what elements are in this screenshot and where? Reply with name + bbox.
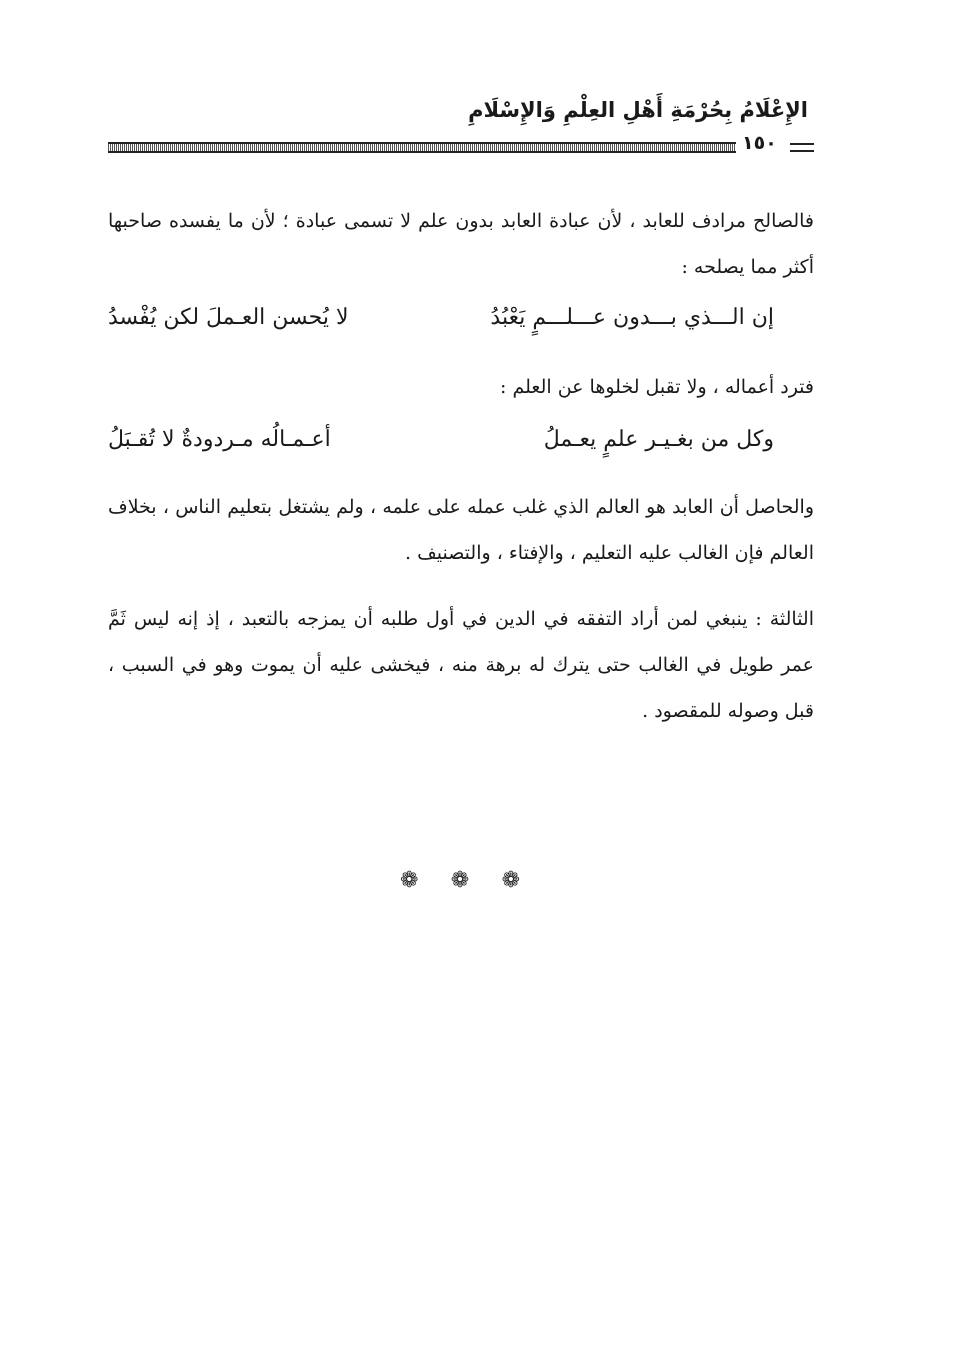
poem-verse-2 [108, 418, 814, 466]
page-number: ١٥٠ [742, 132, 777, 154]
paragraph-1: فالصالح مرادف للعابد ، لأن عبادة العابد بدون علم لا تسمى عبادة ؛ لأن ما يفسده صاحبها أكثر مما يصلحه : [108, 210, 814, 278]
header-rule [108, 142, 736, 153]
paragraph-2: فترد أعماله ، ولا تقبل لخلوها عن العلم : [500, 376, 814, 398]
paragraph-3: والحاصل أن العابد هو العالم الذي غلب عمله على علمه ، ولم يشتغل بتعليم الناس ، بخلاف العالم فإن الغالب عليه التعليم ، والإفتاء ، والتصنيف . [108, 496, 814, 564]
verse-2-first-half: وكل من بغـيـر علمٍ يعـملُ [543, 427, 774, 452]
flower-ornament-icon: ❁ [400, 868, 419, 893]
verse-1-second-half: لا يُحسن العـملَ لكن يُفْسدُ [108, 305, 349, 330]
verse-2-second-half: أعـمـالُه مـردودةٌ لا تُقـبَلُ [108, 427, 331, 452]
flower-ornament-icon: ❁ [501, 868, 520, 893]
section-separator [400, 868, 520, 893]
flower-ornament-icon: ❁ [450, 868, 470, 893]
poem-verse-1 [108, 296, 814, 344]
running-header-title: الإِعْلَامُ بِحُرْمَةِ أَهْلِ العِلْمِ وَالإِسْلَامِ [468, 98, 808, 122]
header-rule-short [790, 143, 814, 152]
verse-1-first-half: إن الـــذي بـــدون عـــلـــمٍ يَعْبُدُ [490, 305, 774, 330]
paragraph-4: الثالثة : ينبغي لمن أراد التفقه في الدين في أول طلبه أن يمزجه بالتعبد ، إذ إنه ليس ثَمَّ عمر طويل في الغالب حتى يترك له برهة منه ، فيخشى عليه أن يموت وهو في السبب ، قبل وصوله للمقصود . [108, 608, 814, 722]
